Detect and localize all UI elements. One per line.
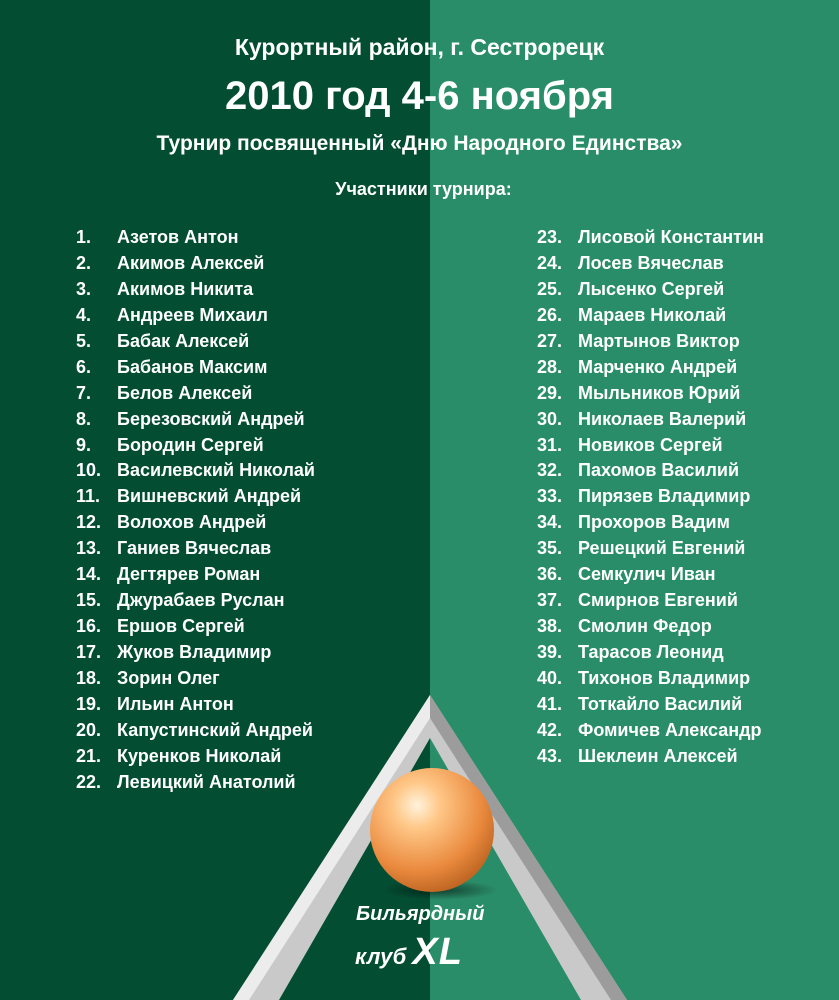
list-item: 25. Лысенко Сергей [537, 278, 725, 299]
location-subtitle: Курортный район, г. Сестрорецк [234, 34, 605, 60]
list-item: 20. Капустинский Андрей [76, 719, 313, 740]
list-item: 4. Андреев Михаил [76, 304, 268, 325]
list-item: 7. Белов Алексей [76, 382, 253, 403]
list-item: 43. Шеклеин Алексей [537, 745, 738, 766]
list-item: 18. Зорин Олег [76, 667, 220, 688]
list-item: 12. Волохов Андрей [76, 512, 267, 533]
list-item: 15. Джурабаев Руслан [76, 590, 285, 611]
list-item: 42. Фомичев Александр [537, 719, 762, 740]
list-item: 33. Пирязев Владимир [537, 486, 751, 507]
list-item: 31. Новиков Сергей [537, 434, 723, 455]
list-item: 13. Ганиев Вячеслав [76, 538, 272, 559]
list-item: 21. Куренков Николай [76, 745, 282, 766]
tournament-tagline: Турнир посвященный «Дню Народного Единства» [156, 132, 683, 155]
list-item: 40. Тихонов Владимир [537, 667, 751, 688]
list-item: 29. Мыльников Юрий [537, 382, 741, 403]
list-item: 28. Марченко Андрей [537, 356, 738, 377]
list-item: 34. Прохоров Вадим [537, 512, 730, 533]
list-item: 24. Лосев Вячеслав [537, 252, 724, 273]
list-item: 38. Смолин Федор [537, 616, 712, 637]
logo-text-line2 [355, 931, 463, 974]
list-item: 35. Решецкий Евгений [537, 538, 746, 559]
list-item: 3. Акимов Никита [76, 278, 254, 299]
list-item: 32. Пахомов Василий [537, 460, 740, 481]
list-item: 22. Левицкий Анатолий [76, 771, 296, 792]
list-item: 5. Бабак Алексей [76, 330, 250, 351]
list-item: 26. Мараев Николай [537, 304, 727, 325]
list-item: 1. Азетов Антон [76, 227, 239, 247]
participants-list-left [76, 225, 315, 796]
list-item: 37. Смирнов Евгений [537, 590, 738, 611]
list-item: 17. Жуков Владимир [76, 642, 272, 662]
list-item: 41. Тоткайло Василий [537, 693, 743, 714]
list-item: 6. Бабанов Максим [76, 356, 268, 377]
list-item: 11. Вишневский Андрей [76, 486, 302, 507]
list-item: 30. Николаев Валерий [537, 408, 747, 429]
participants-heading: Участники турнира: [335, 179, 512, 199]
list-item: 39. Тарасов Леонид [537, 642, 724, 662]
list-item: 19. Ильин Антон [76, 693, 234, 714]
list-item: 2. Акимов Алексей [76, 252, 265, 273]
list-item: 14. Дегтярев Роман [76, 564, 261, 585]
list-item: 10. Василевский Николай [76, 460, 315, 481]
list-item: 16. Ершов Сергей [76, 616, 245, 637]
billiard-ball-icon [370, 768, 494, 892]
logo-text-line1: Бильярдный [356, 903, 485, 925]
page-title: 2010 год 4-6 ноября [225, 74, 614, 118]
list-item: 8. Березовский Андрей [76, 408, 305, 429]
list-item: 27. Мартынов Виктор [537, 330, 740, 351]
logo-club-word: клуб [355, 944, 407, 969]
logo-brand-xl: XL [412, 931, 463, 973]
list-item: 9. Бородин Сергей [76, 434, 264, 455]
list-item: 36. Семкулич Иван [537, 564, 716, 585]
participants-list-right [537, 225, 764, 770]
list-item: 23. Лисовой Константин [537, 227, 764, 247]
